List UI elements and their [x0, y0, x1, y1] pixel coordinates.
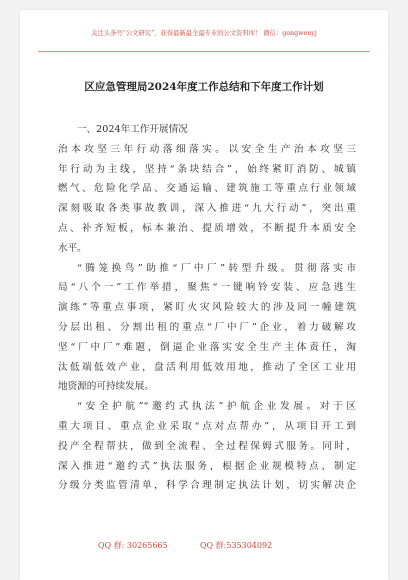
body-text-line: 坚“厂中厂”难题，倒逼企业落实安全生产主体责任，淘 — [58, 341, 356, 353]
body-text-line: 治本攻坚三年行动落细落实。以安全生产治本攻坚三 — [58, 143, 356, 155]
body-text-line: 地资源的可持续发展。 — [58, 381, 154, 393]
body-text-line: 重大项目、重点企业采取“点对点帮办”，从项目开工到 — [58, 420, 356, 432]
footer-qq-group-2: QQ 群:535304092 — [200, 541, 273, 550]
body-text-line: 演练”等重点事项，紧盯火灾风险较大的涉及同一幢建筑 — [58, 302, 356, 314]
body-text-line: 一、2024年工作开展情况 — [77, 124, 188, 135]
header-divider — [38, 51, 370, 52]
body-text-line: “腾笼换鸟”助推“厂中厂”转型升级。贯彻落实市 — [77, 262, 356, 274]
document-title: 区应急管理局2024年度工作总结和下年度工作计划 — [84, 81, 324, 93]
body-text-line: 分级分类监管清单，科学合理制定执法计划，切实解决企 — [58, 480, 356, 492]
body-text-line: 分层出租、分割出租的重点“厂中厂”企业，着力破解攻 — [58, 321, 356, 333]
body-text-line: 年行动为主线，坚持“条块结合”，始终紧盯消防、城镇 — [58, 163, 356, 175]
document-page — [20, 10, 388, 580]
document-body — [58, 120, 356, 496]
body-text-line: “安全护航”“邀约式执法”护航企业发展。对于区 — [77, 401, 356, 413]
body-text-line: 点、补齐短板，标本兼治、提质增效，不断提升本质安全 — [58, 222, 356, 234]
footer-qq-group-1: QQ 群: 30265665 — [98, 541, 168, 550]
body-text-line: 汰低端低效产业，盘活利用低效用地，推动了全区工业用 — [58, 361, 356, 373]
body-text-line: 投产全程帮扶，做到全流程、全过程保姆式服务。同时， — [58, 440, 356, 452]
body-text-line: 深刻吸取各类事故教训，深入推进“九大行动”，突出重 — [58, 203, 356, 215]
header-banner: 关注头条号“公文研究”，获得最新最全最专业的公文资料库！ 微信：gongwenyj — [91, 30, 317, 37]
body-text-line: 水平。 — [58, 242, 87, 254]
body-text-line: 燃气、危险化学品、交通运输、建筑施工等重点行业领域 — [58, 183, 356, 195]
body-text-line: 局“八个一”工作举措，聚焦“一键响铃安装、应急逃生 — [58, 282, 356, 294]
body-text-line: 深入推进“邀约式”执法服务，根据企业规模特点，制定 — [58, 460, 356, 472]
